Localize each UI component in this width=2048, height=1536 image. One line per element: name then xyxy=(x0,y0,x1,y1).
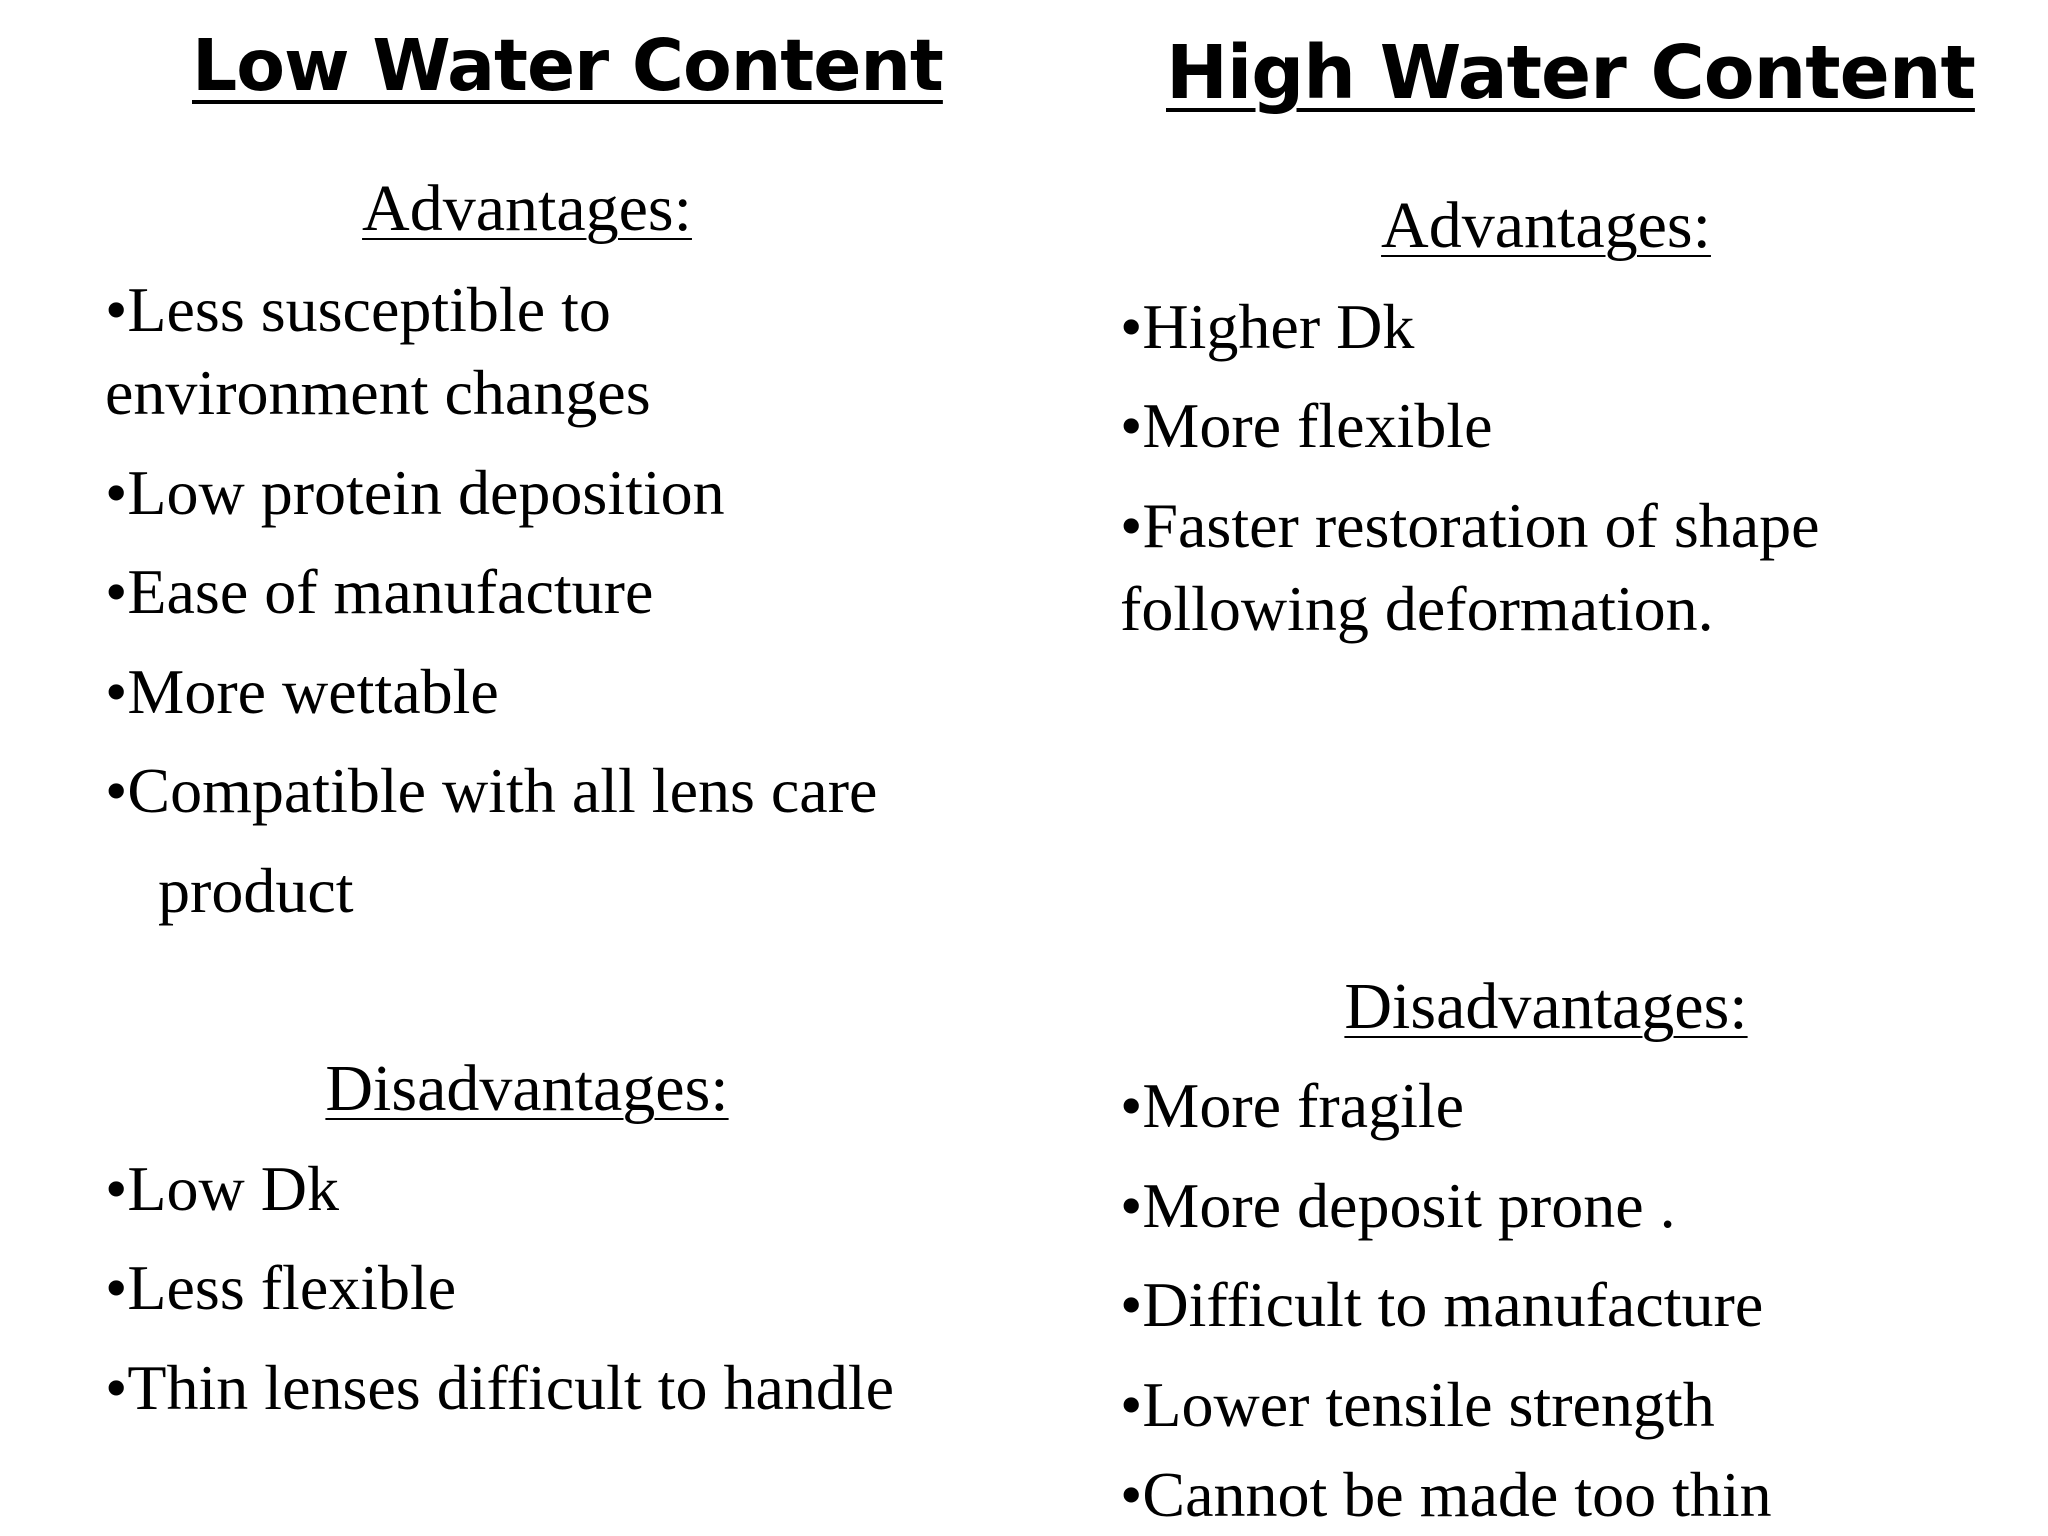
high-advantage-item: •Higher Dk xyxy=(1120,291,1415,362)
high-advantage-item-continued: following deformation. xyxy=(1120,573,1714,644)
low-advantage-item: •Low protein deposition xyxy=(105,457,725,528)
high-disadvantage-item: •Difficult to manufacture xyxy=(1120,1269,1764,1340)
low-advantage-item: •Ease of manufacture xyxy=(105,556,654,627)
low-advantages-label: Advantages: xyxy=(362,172,692,245)
low-disadvantage-item: •Thin lenses difficult to handle xyxy=(105,1352,895,1423)
low-water-content-heading: Low Water Content xyxy=(192,24,943,107)
low-advantage-item-continued: environment changes xyxy=(105,357,651,428)
low-disadvantage-item: •Low Dk xyxy=(105,1153,339,1224)
high-disadvantages-label: Disadvantages: xyxy=(1344,970,1748,1043)
high-disadvantage-item: •More deposit prone . xyxy=(1120,1170,1676,1241)
low-advantage-item: •More wettable xyxy=(105,656,499,727)
high-advantage-item: •More flexible xyxy=(1120,390,1493,461)
high-disadvantage-item: •Cannot be made too thin xyxy=(1120,1459,1772,1530)
low-advantage-item-continued: product xyxy=(158,855,354,926)
low-advantage-item: •Compatible with all lens care xyxy=(105,755,878,826)
high-disadvantage-item: •More fragile xyxy=(1120,1070,1465,1141)
low-advantage-item: •Less susceptible to xyxy=(105,274,611,345)
low-disadvantage-item: •Less flexible xyxy=(105,1252,457,1323)
high-disadvantage-item: •Lower tensile strength xyxy=(1120,1369,1715,1440)
high-water-content-heading: High Water Content xyxy=(1166,30,1975,116)
high-advantage-item: •Faster restoration of shape xyxy=(1120,490,1820,561)
high-advantages-label: Advantages: xyxy=(1381,189,1711,262)
low-disadvantages-label: Disadvantages: xyxy=(325,1052,729,1125)
